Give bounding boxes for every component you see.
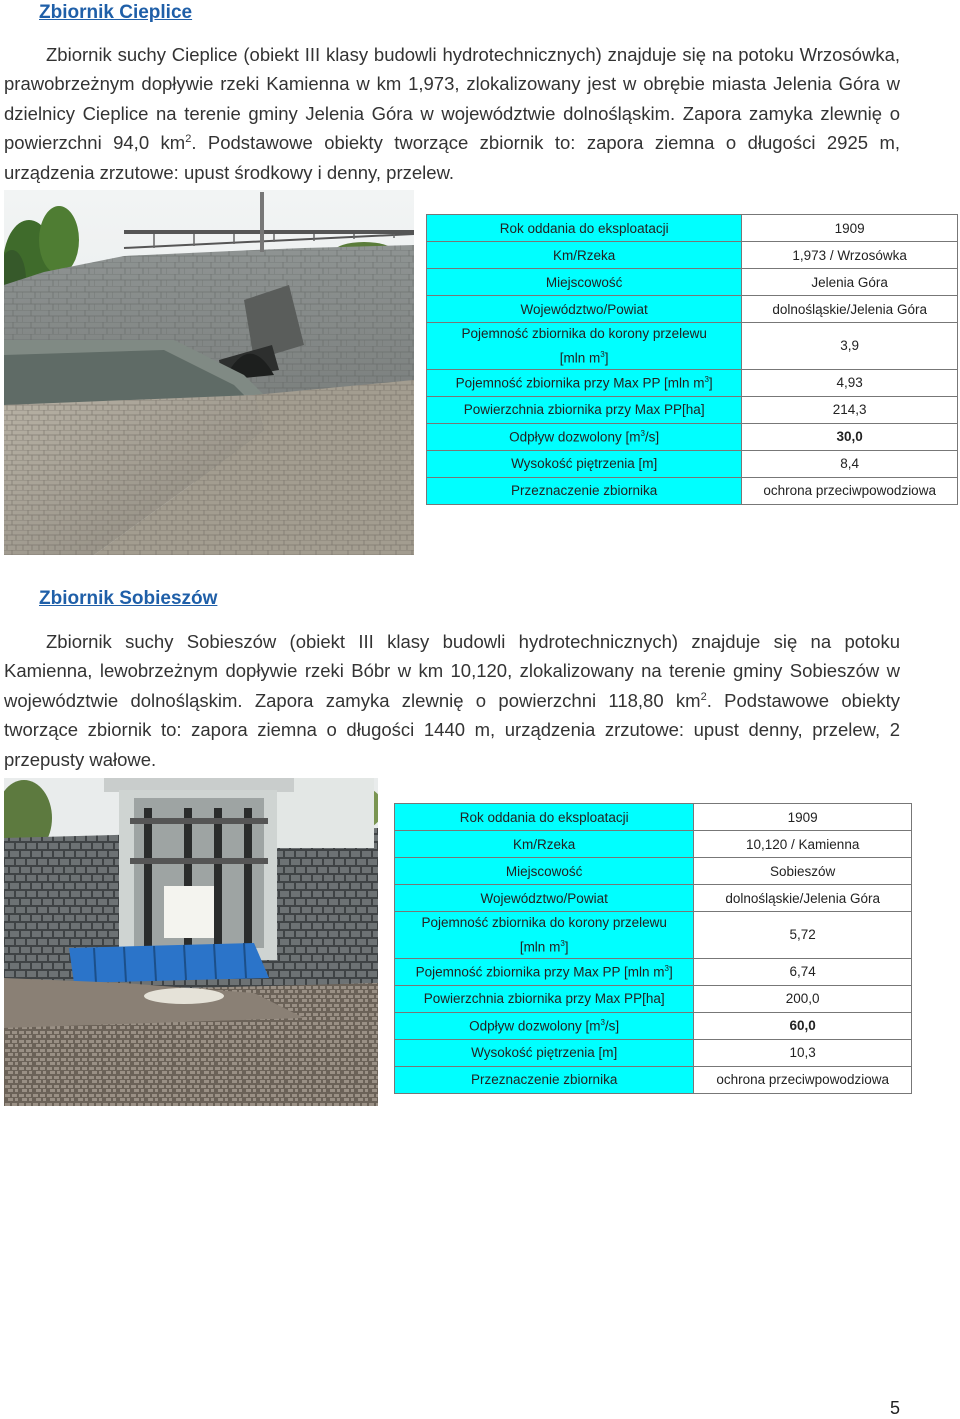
- table-row: Wysokość piętrzenia [m] 8,4: [427, 450, 958, 477]
- table-row: Miejscowość Jelenia Góra: [427, 269, 958, 296]
- table-row: Km/Rzeka 10,120 / Kamienna: [395, 831, 912, 858]
- table-row: Rok oddania do eksploatacji 1909: [427, 215, 958, 242]
- photo-cieplice-dam: [4, 190, 414, 555]
- photo-sobieszow-dam: [4, 778, 378, 1106]
- paragraph-sobieszow: Zbiornik suchy Sobieszów (obiekt III klasy budowli hydrotechnicznych) znajduje się na potoku Kamienna, lewobrzeżnym dopływie rzeki Bóbr w km 10,120, zlokalizowany na terenie gminy Sobieszów w województwie dolnośląskim. Zapora zamyka zlewnię o powierzchni 118,80 $km^2$. Podstawowe obiekty tworzące zbiornik to: zapora ziemna o długości 1440 m, urządzenia zrzutowe: upust denny, przelew, 2 przepusty wałowe.: [4, 631, 900, 770]
- info-table-cieplice: [426, 214, 958, 505]
- table-row: Powierzchnia zbiornika przy Max PP[ha] 214,3: [427, 396, 958, 423]
- section-heading-cieplice[interactable]: Zbiornik Cieplice: [39, 2, 193, 23]
- paragraph-cieplice: Zbiornik suchy Cieplice (obiekt III klasy budowli hydrotechnicznych) znajduje się na potoku Wrzosówka, prawobrzeżnym dopływie rzeki Kamienna w km 1,973, zlokalizowany jest w obrębie miasta Jelenia Góra w dzielnicy Cieplice na terenie gminy Jelenia Góra w województwie dolnośląskim. Zapora zamyka zlewnię o powierzchni 94,0 $km^2$. Podstawowe obiekty tworzące zbiornik to: zapora ziemna o długości 2925 m, urządzenia zrzutowe: upust środkowy i denny, przelew.: [4, 44, 901, 183]
- table-row: Pojemność zbiornika przy Max PP [mln $m^3$] 4,93: [427, 369, 958, 396]
- table-row: Powierzchnia zbiornika przy Max PP[ha] 200,0: [395, 985, 912, 1012]
- table-row: Pojemność zbiornika do korony przelewu [mln $m^3$] 3,9: [427, 323, 958, 370]
- table-row: Pojemność zbiornika przy Max PP [mln $m^3$] 6,74: [395, 958, 912, 985]
- table-row: Rok oddania do eksploatacji 1909: [395, 804, 912, 831]
- table-row: Km/Rzeka 1,973 / Wrzosówka: [427, 242, 958, 269]
- table-row: Województwo/Powiat dolnośląskie/Jelenia Góra: [427, 296, 958, 323]
- section-heading-sobieszow[interactable]: Zbiornik Sobieszów: [39, 588, 218, 609]
- table-row: Odpływ dozwolony $[m^3/s]$ 60,0: [395, 1012, 912, 1039]
- table-row: Przeznaczenie zbiornika ochrona przeciwpowodziowa: [395, 1066, 912, 1093]
- table-row: Przeznaczenie zbiornika ochrona przeciwpowodziowa: [427, 477, 958, 504]
- page-number: 5: [889, 1398, 900, 1418]
- table-row: Województwo/Powiat dolnośląskie/Jelenia Góra: [395, 885, 912, 912]
- table-row: Wysokość piętrzenia [m] 10,3: [395, 1039, 912, 1066]
- info-table-sobieszow: [394, 803, 912, 1094]
- table-row: Pojemność zbiornika do korony przelewu [mln $m^3$] 5,72: [395, 912, 912, 959]
- table-row: Miejscowość Sobieszów: [395, 858, 912, 885]
- table-row: Odpływ dozwolony $[m^3/s]$ 30,0: [427, 423, 958, 450]
